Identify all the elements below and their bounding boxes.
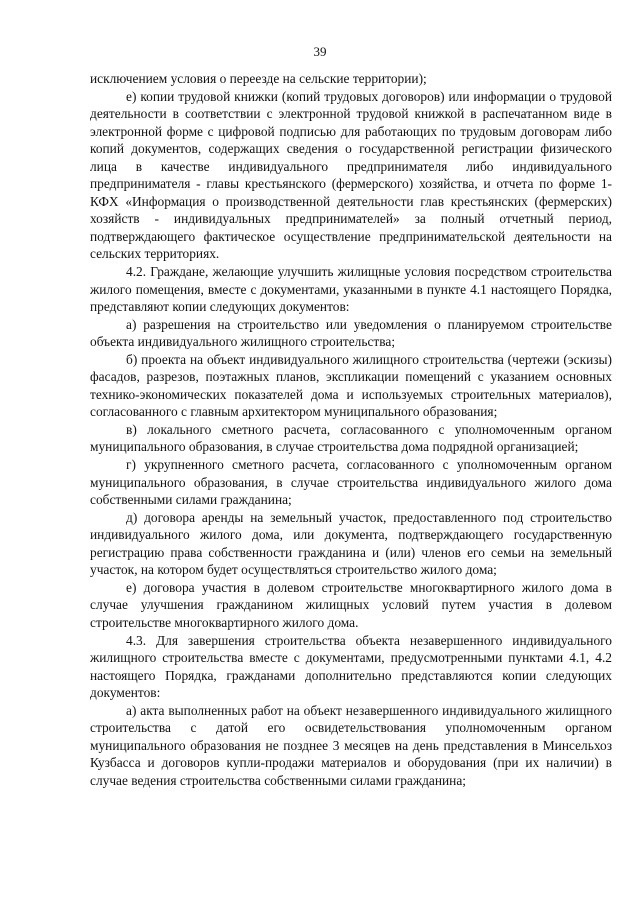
page-number: 39 (313, 44, 327, 59)
paragraph-item-e-labor-book: е) копии трудовой книжки (копий трудовых договоров) или информации о трудовой деятельности в соответствии с электронной трудовой книжкой в распечатанном виде в электронной форме с цифровой подписью для работающих по трудовым договорам либо копий документов, содержащих сведения о государственной регистрации физического лица в качестве индивидуального предпринимателя либо индивидуального предпринимателя - главы крестьянского (фермерского) хозяйства, и отчета по форме 1-КФХ «Информация о производственной деятельности глав крестьянских (фермерских) хозяйств - индивидуальных предпринимателей» за полный отчетный период, подтверждающего фактическое осуществление предпринимательской деятельности на сельских территориях. (90, 88, 612, 262)
paragraph-clause-4-3: 4.3. Для завершения строительства объекта незавершенного индивидуального жилищного строительства вместе с документами, предусмотренными пунктами 4.1, 4.2 настоящего Порядка, гражданами дополнительно представляются копии следующих документов: (90, 632, 612, 701)
paragraph-item-b-project: б) проекта на объект индивидуального жилищного строительства (чертежи (эскизы) фасадов, разрезов, поэтажных планов, экспликации помещений с указанием основных технико-экономических показателей дома и используемых строительных материалов), согласованного с главным архитектором муниципального образования; (90, 351, 612, 420)
paragraph-continuation: исключением условия о переезде на сельские территории); (90, 71, 427, 86)
paragraph-clause-4-2: 4.2. Граждане, желающие улучшить жилищные условия посредством строительства жилого помещения, вместе с документами, указанными в пункте 4.1 настоящего Порядка, представляют копии следующих документов: (90, 264, 612, 315)
paragraph-item-a-permit: а) разрешения на строительство или уведомления о планируемом строительстве объекта индивидуального жилищного строительства; (90, 316, 612, 350)
paragraph-item-e-shared-construction: е) договора участия в долевом строительстве многоквартирного жилого дома в случае улучшения гражданином жилищных условий путем участия в долевом строительстве многоквартирного жилого дома. (90, 579, 612, 630)
paragraph-item-v-local-estimate: в) локального сметного расчета, согласованного с уполномоченным органом муниципального образования, в случае строительства дома подрядной организацией; (90, 421, 612, 455)
paragraph-item-a-work-act: а) акта выполненных работ на объект незавершенного индивидуального жилищного строительства с датой его освидетельствования уполномоченным органом муниципального образования не позднее 3 месяцев на день представления в Минсельхоз Кузбасса и договоров купли-продажи материалов и оборудования (при их наличии) в случае ведения строительства собственными силами гражданина; (90, 702, 612, 788)
paragraph-item-g-consolidated-estimate: г) укрупненного сметного расчета, согласованного с уполномоченным органом муниципального образования, в случае строительства индивидуального жилого дома собственными силами гражданина; (90, 457, 612, 508)
paragraph-item-d-land-lease: д) договора аренды на земельный участок, предоставленного под строительство индивидуального жилого дома, или документа, подтверждающего государственную регистрацию права собственности гражданина и (или) членов его семьи на земельный участок, на котором будет осуществляться строительство жилого дома; (90, 509, 612, 578)
document-body (90, 70, 612, 789)
